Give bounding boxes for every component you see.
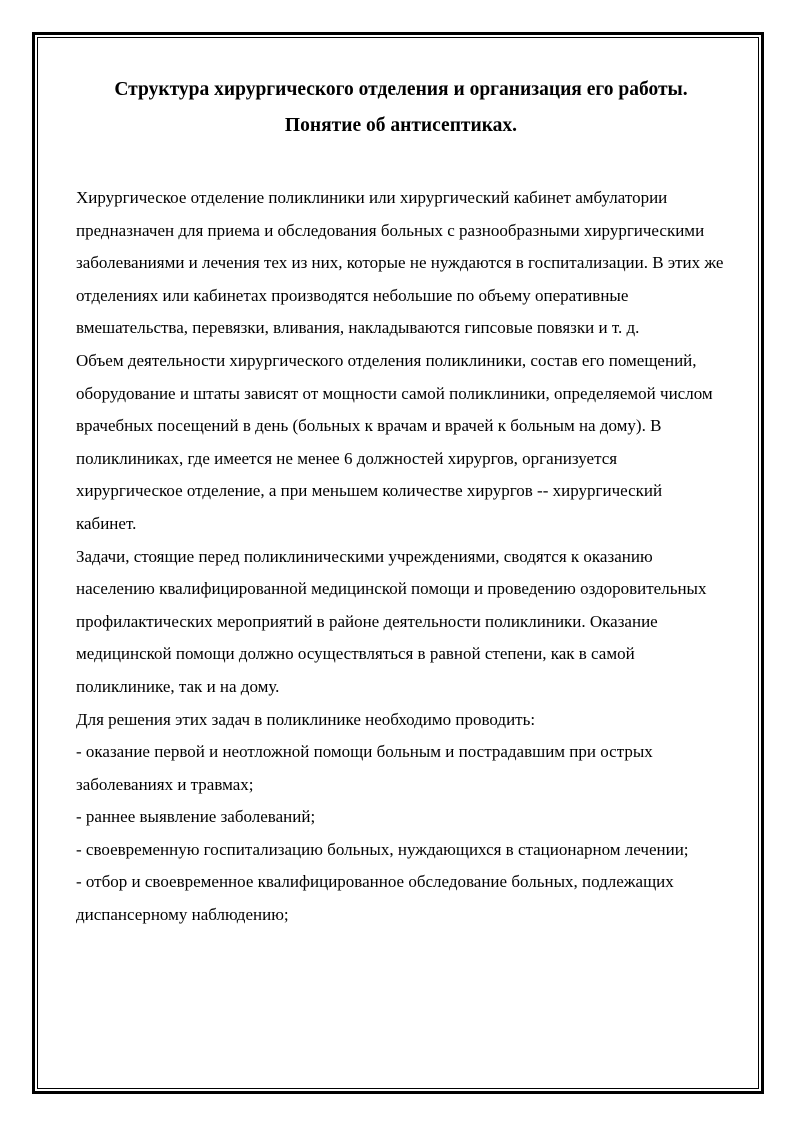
document-title <box>76 72 726 144</box>
list-item-dispensary: - отбор и своевременное квалифицированное обследование больных, подлежащих диспансерному наблюдению; <box>76 872 674 925</box>
paragraph-scope: Объем деятельности хирургического отделения поликлиники, состав его помещений, оборудование и штаты зависят от мощности самой поликлиники, определяемой числом врачебных посещений в день (больных к врачам и врачей к больным на дому). В поликлиниках, где имеется не менее 6 должностей хирургов, организуется хирургическое отделение, а при меньшем количестве хирургов -- хирургический кабинет. <box>76 350 713 533</box>
list-item-hospitalization: - своевременную госпитализацию больных, нуждающихся в стационарном лечении; <box>76 839 689 859</box>
document-body <box>76 182 726 932</box>
document-content <box>76 72 726 932</box>
title-line-2: Понятие об антисептиках. <box>284 115 518 136</box>
paragraph-tasks: Задачи, стоящие перед поликлиническими учреждениями, сводятся к оказанию населению квалифицированной медицинской помощи и проведению оздоровительных профилактических мероприятий в районе деятельности поликлиники. Оказание медицинской помощи должно осуществляться в равной степени, как в самой поликлинике, так и на дому. <box>76 546 707 696</box>
list-item-early-detection: - раннее выявление заболеваний; <box>76 807 316 827</box>
paragraph-list-intro: Для решения этих задач в поликлинике необходимо проводить: <box>76 709 536 729</box>
title-line-1: Структура хирургического отделения и организация его работы. <box>114 79 688 100</box>
list-item-first-aid: - оказание первой и неотложной помощи больным и пострадавшим при острых заболеваниях и травмах; <box>76 742 653 794</box>
paragraph-intro: Хирургическое отделение поликлиники или хирургический кабинет амбулатории предназначен для приема и обследования больных с разнообразными хирургическими заболеваниями и лечения тех из них, которые не нуждаются в госпитализации. В этих же отделениях или кабинетах производятся небольшие по объему оперативные вмешательства, перевязки, вливания, накладываются гипсовые повязки и т. д. <box>76 188 724 338</box>
